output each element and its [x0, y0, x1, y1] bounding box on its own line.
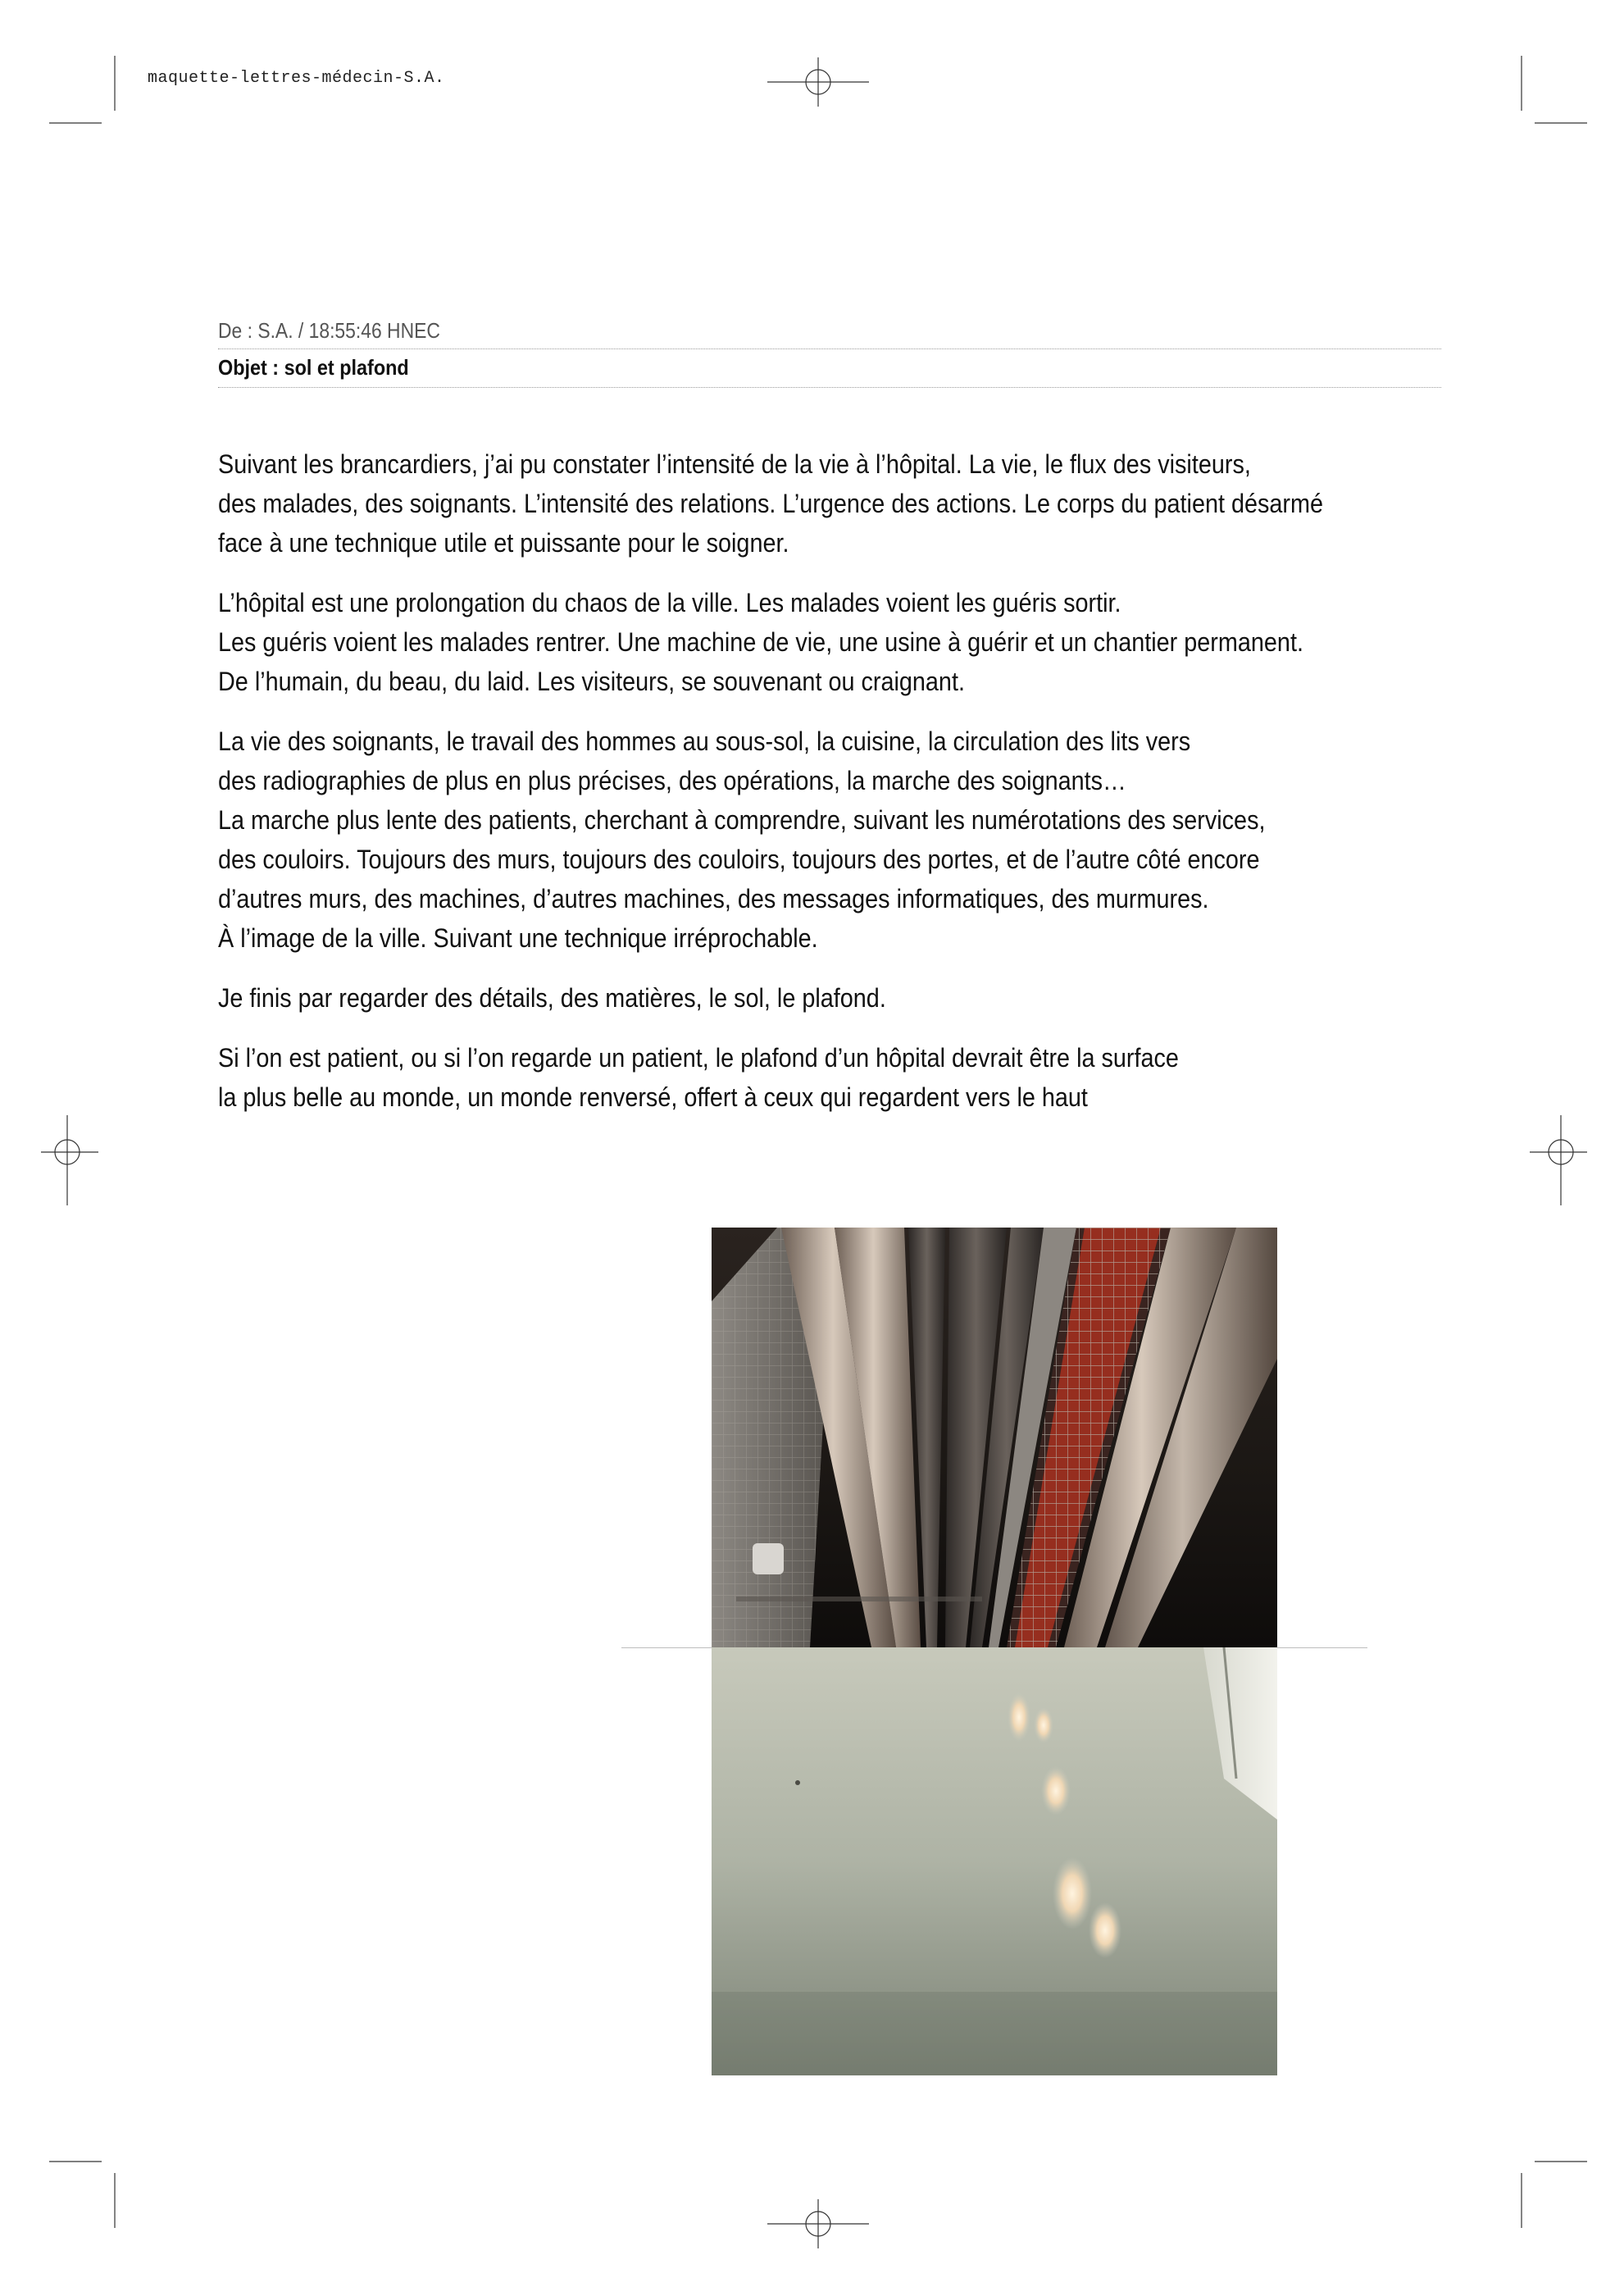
paragraph	[218, 722, 1369, 958]
text-line: face à une technique utile et puissante pour le soigner.	[218, 528, 789, 558]
paragraph	[218, 583, 1369, 701]
text-line: des couloirs. Toujours des murs, toujours des couloirs, toujours des portes, et de l’autre côté encore	[218, 845, 1260, 874]
header-divider	[218, 387, 1441, 388]
registration-mark-left	[41, 1115, 98, 1205]
letter-body	[218, 444, 1369, 1137]
subject-line: Objet : sol et plafond	[218, 355, 409, 380]
registration-mark-right	[1530, 1115, 1587, 1205]
text-line: des malades, des soignants. L’intensité des relations. L’urgence des actions. Le corps du patient désarmé	[218, 489, 1324, 518]
text-line: la plus belle au monde, un monde renversé, offert à ceux qui regardent vers le haut	[218, 1082, 1088, 1112]
floor-photo	[712, 1647, 1277, 2075]
paragraph	[218, 978, 1369, 1018]
text-line: Je finis par regarder des détails, des matières, le sol, le plafond.	[218, 983, 886, 1013]
text-line: De l’humain, du beau, du laid. Les visiteurs, se souvenant ou craignant.	[218, 667, 965, 696]
paragraph	[218, 1038, 1369, 1117]
registration-mark-bottom	[767, 2199, 869, 2248]
ceiling-photo	[712, 1228, 1277, 1647]
header-divider	[218, 348, 1441, 349]
text-line: Les guéris voient les malades rentrer. Une machine de vie, une usine à guérir et un chantier permanent.	[218, 627, 1303, 657]
text-line: d’autres murs, des machines, d’autres machines, des messages informatiques, des murmures.	[218, 884, 1209, 913]
text-line: La marche plus lente des patients, cherchant à comprendre, suivant les numérotations des services,	[218, 805, 1266, 835]
file-slug: maquette-lettres-médecin-S.A.	[148, 69, 445, 88]
text-line: des radiographies de plus en plus précises, des opérations, la marche des soignants…	[218, 766, 1126, 795]
registration-mark-top	[767, 57, 869, 107]
sender-line: De : S.A. / 18:55:46 HNEC	[218, 318, 440, 343]
text-line: Si l’on est patient, ou si l’on regarde un patient, le plafond d’un hôpital devrait être la surface	[218, 1043, 1179, 1073]
text-line: Suivant les brancardiers, j’ai pu constater l’intensité de la vie à l’hôpital. La vie, le flux des visiteurs,	[218, 449, 1251, 479]
paragraph	[218, 444, 1369, 563]
text-line: La vie des soignants, le travail des hommes au sous-sol, la cuisine, la circulation des lits vers	[218, 727, 1191, 756]
text-line: À l’image de la ville. Suivant une technique irréprochable.	[218, 923, 818, 953]
text-line: L’hôpital est une prolongation du chaos de la ville. Les malades voient les guéris sortir.	[218, 588, 1121, 617]
